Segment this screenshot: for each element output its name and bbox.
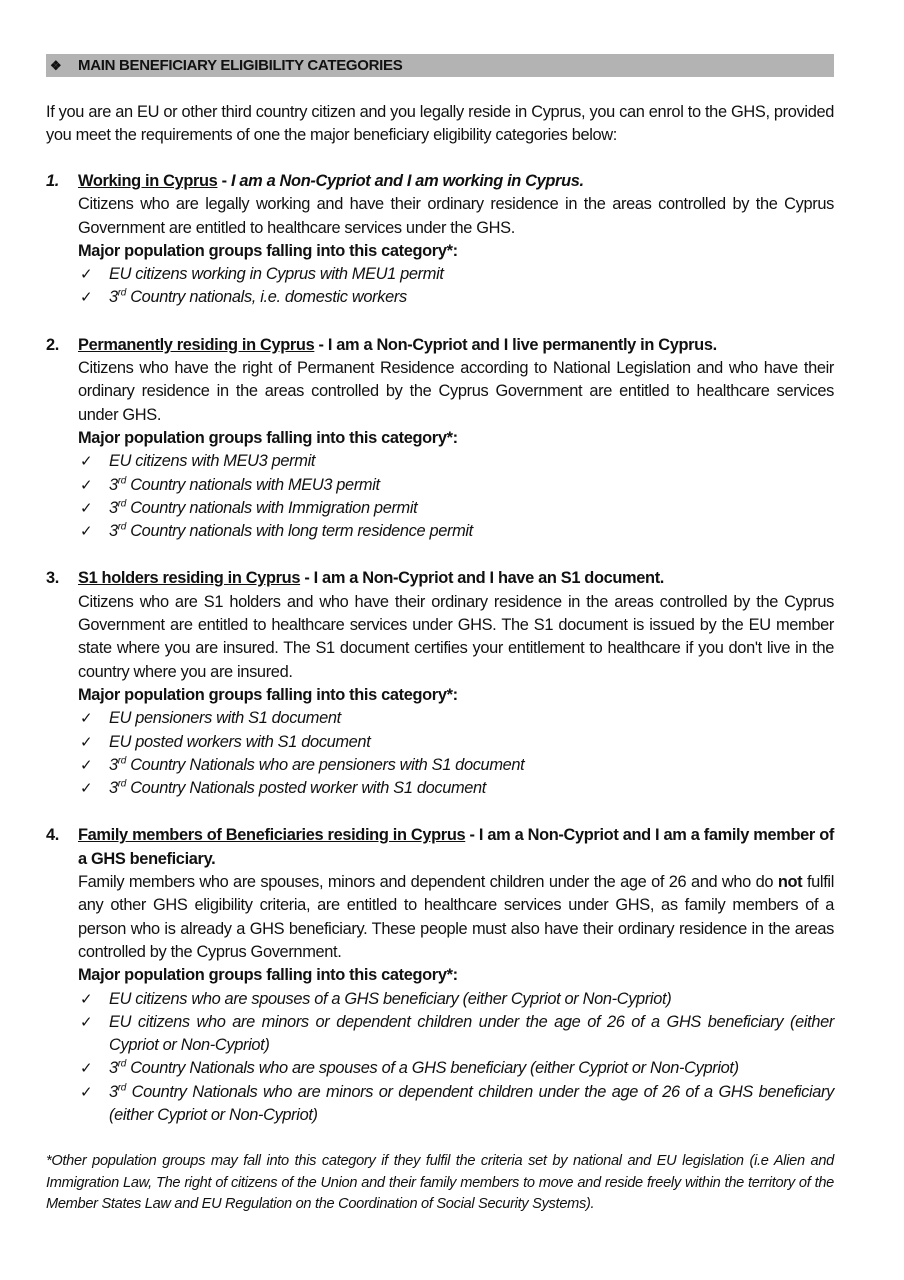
- list-item: ✓ 3rd Country nationals with long term residence permit: [78, 520, 834, 543]
- groups-list: [78, 450, 834, 543]
- groups-label: Major population groups falling into this category*:: [78, 428, 458, 447]
- check-icon: ✓: [80, 710, 93, 728]
- list-item: ✓ EU pensioners with S1 document: [78, 707, 834, 730]
- category-heading: S1 holders residing in Cyprus - I am a Non-Cypriot and I have an S1 document.: [78, 569, 665, 588]
- footnote: *Other population groups may fall into this category if they fulfil the criteria set by national and EU legislation (i.e Alien and Immigration Law, The right of citizens of the Union and their family members to move and reside freely within the territory of the Member States Law and EU Regulation on the Coordination of Social Security Systems).: [46, 1153, 834, 1213]
- check-icon: ✓: [80, 733, 93, 751]
- category-heading: Permanently residing in Cyprus - I am a Non-Cypriot and I live permanently in Cyprus.: [78, 335, 717, 354]
- intro-paragraph: If you are an EU or other third country citizen and you legally reside in Cyprus, you can enrol to the GHS, provided you meet the requirements of one the major beneficiary eligibility categories below:: [46, 103, 834, 144]
- groups-list: [78, 263, 834, 310]
- category-description: Citizens who are legally working and have their ordinary residence in the areas controlled by the Cyprus Government are entitled to healthcare services under the GHS.: [78, 195, 834, 237]
- list-item: ✓ EU citizens working in Cyprus with MEU1 permit: [78, 263, 834, 286]
- check-icon: ✓: [80, 476, 93, 494]
- category-heading: Working in Cyprus - I am a Non-Cypriot and I am working in Cyprus.: [78, 172, 584, 190]
- category-subtitle: I am a Non-Cypriot and I am working in Cyprus.: [230, 172, 584, 190]
- category-description: Citizens who are S1 holders and who have their ordinary residence in the areas controlled by the Cyprus Government are entitled to healthcare services under GHS. The S1 document is issued by the EU member state where you are insured. The S1 document certifies your entitlement to healthcare if you don't live in the country where you are insured.: [78, 592, 834, 681]
- list-item: ✓ EU citizens who are spouses of a GHS beneficiary (either Cypriot or Non-Cypriot): [78, 988, 834, 1011]
- section-banner: [46, 54, 834, 77]
- groups-label: Major population groups falling into this category*:: [78, 241, 458, 260]
- check-icon: ✓: [80, 1083, 93, 1101]
- check-icon: ✓: [80, 266, 93, 284]
- check-icon: ✓: [80, 780, 93, 798]
- list-item: ✓ 3rd Country Nationals who are spouses of a GHS beneficiary (either Cypriot or Non-Cypriot): [78, 1057, 834, 1080]
- category-number: 2.: [46, 335, 59, 354]
- check-icon: ✓: [80, 453, 93, 471]
- category-number: 4.: [46, 826, 59, 845]
- category-number: 3.: [46, 569, 59, 588]
- category-2: [46, 334, 834, 544]
- document-page: [46, 54, 834, 1216]
- list-item: ✓ 3rd Country nationals with Immigration permit: [78, 497, 834, 520]
- category-heading: Family members of Beneficiaries residing in Cyprus - I am a Non-Cypriot and I am a family member of a GHS beneficiary.: [78, 826, 834, 868]
- category-title: Family members of Beneficiaries residing in Cyprus: [78, 826, 466, 845]
- list-item: ✓ 3rd Country Nationals posted worker with S1 document: [78, 777, 834, 800]
- list-item: ✓ 3rd Country nationals, i.e. domestic workers: [78, 286, 834, 309]
- category-subtitle: I am a Non-Cypriot and I am a family member of a GHS beneficiary.: [78, 826, 834, 868]
- check-icon: ✓: [80, 1060, 93, 1078]
- category-subtitle: I am a Non-Cypriot and I have an S1 document.: [313, 569, 665, 588]
- category-title: Permanently residing in Cyprus: [78, 335, 315, 354]
- category-description: Citizens who have the right of Permanent Residence according to National Legislation and who have their ordinary residence in the areas controlled by the Cyprus Government are entitled to healthcare services under GHS.: [78, 359, 834, 424]
- list-item: ✓ 3rd Country Nationals who are pensioners with S1 document: [78, 754, 834, 777]
- check-icon: ✓: [80, 990, 93, 1008]
- check-icon: ✓: [80, 499, 93, 517]
- groups-label: Major population groups falling into this category*:: [78, 966, 458, 985]
- category-subtitle: I am a Non-Cypriot and I live permanently in Cyprus.: [327, 335, 717, 354]
- diamond-bullet-icon: ❖: [50, 57, 62, 73]
- check-icon: ✓: [80, 523, 93, 541]
- check-icon: ✓: [80, 289, 93, 307]
- list-item: ✓ 3rd Country nationals with MEU3 permit: [78, 474, 834, 497]
- category-title: S1 holders residing in Cyprus: [78, 569, 301, 588]
- list-item: ✓ 3rd Country Nationals who are minors or dependent children under the age of 26 of a GHS beneficiary (either Cypriot or Non-Cypriot): [80, 1082, 834, 1124]
- groups-label: Major population groups falling into this category*:: [78, 685, 458, 704]
- category-number: 1.: [46, 172, 59, 190]
- category-title: Working in Cyprus: [78, 172, 218, 190]
- groups-list: [78, 707, 834, 800]
- check-icon: ✓: [80, 1013, 93, 1031]
- section-title: MAIN BENEFICIARY ELIGIBILITY CATEGORIES: [78, 57, 403, 74]
- category-description: Family members who are spouses, minors and dependent children under the age of 26 and who do not fulfil any other GHS eligibility criteria, are entitled to healthcare services under GHS, as family members of a person who is already a GHS beneficiary. These people must also have their ordinary residence in the areas controlled by the Cyprus Government.: [78, 873, 834, 961]
- groups-list: [78, 988, 834, 1128]
- list-item: ✓ EU citizens with MEU3 permit: [78, 450, 834, 473]
- check-icon: ✓: [80, 756, 93, 774]
- list-item: ✓ EU citizens who are minors or dependent children under the age of 26 of a GHS beneficiary (either Cypriot or Non-Cypriot): [80, 1012, 834, 1055]
- category-3: [46, 567, 834, 800]
- category-4: [46, 824, 834, 1127]
- category-1: [46, 170, 834, 310]
- list-item: ✓ EU posted workers with S1 document: [78, 731, 834, 754]
